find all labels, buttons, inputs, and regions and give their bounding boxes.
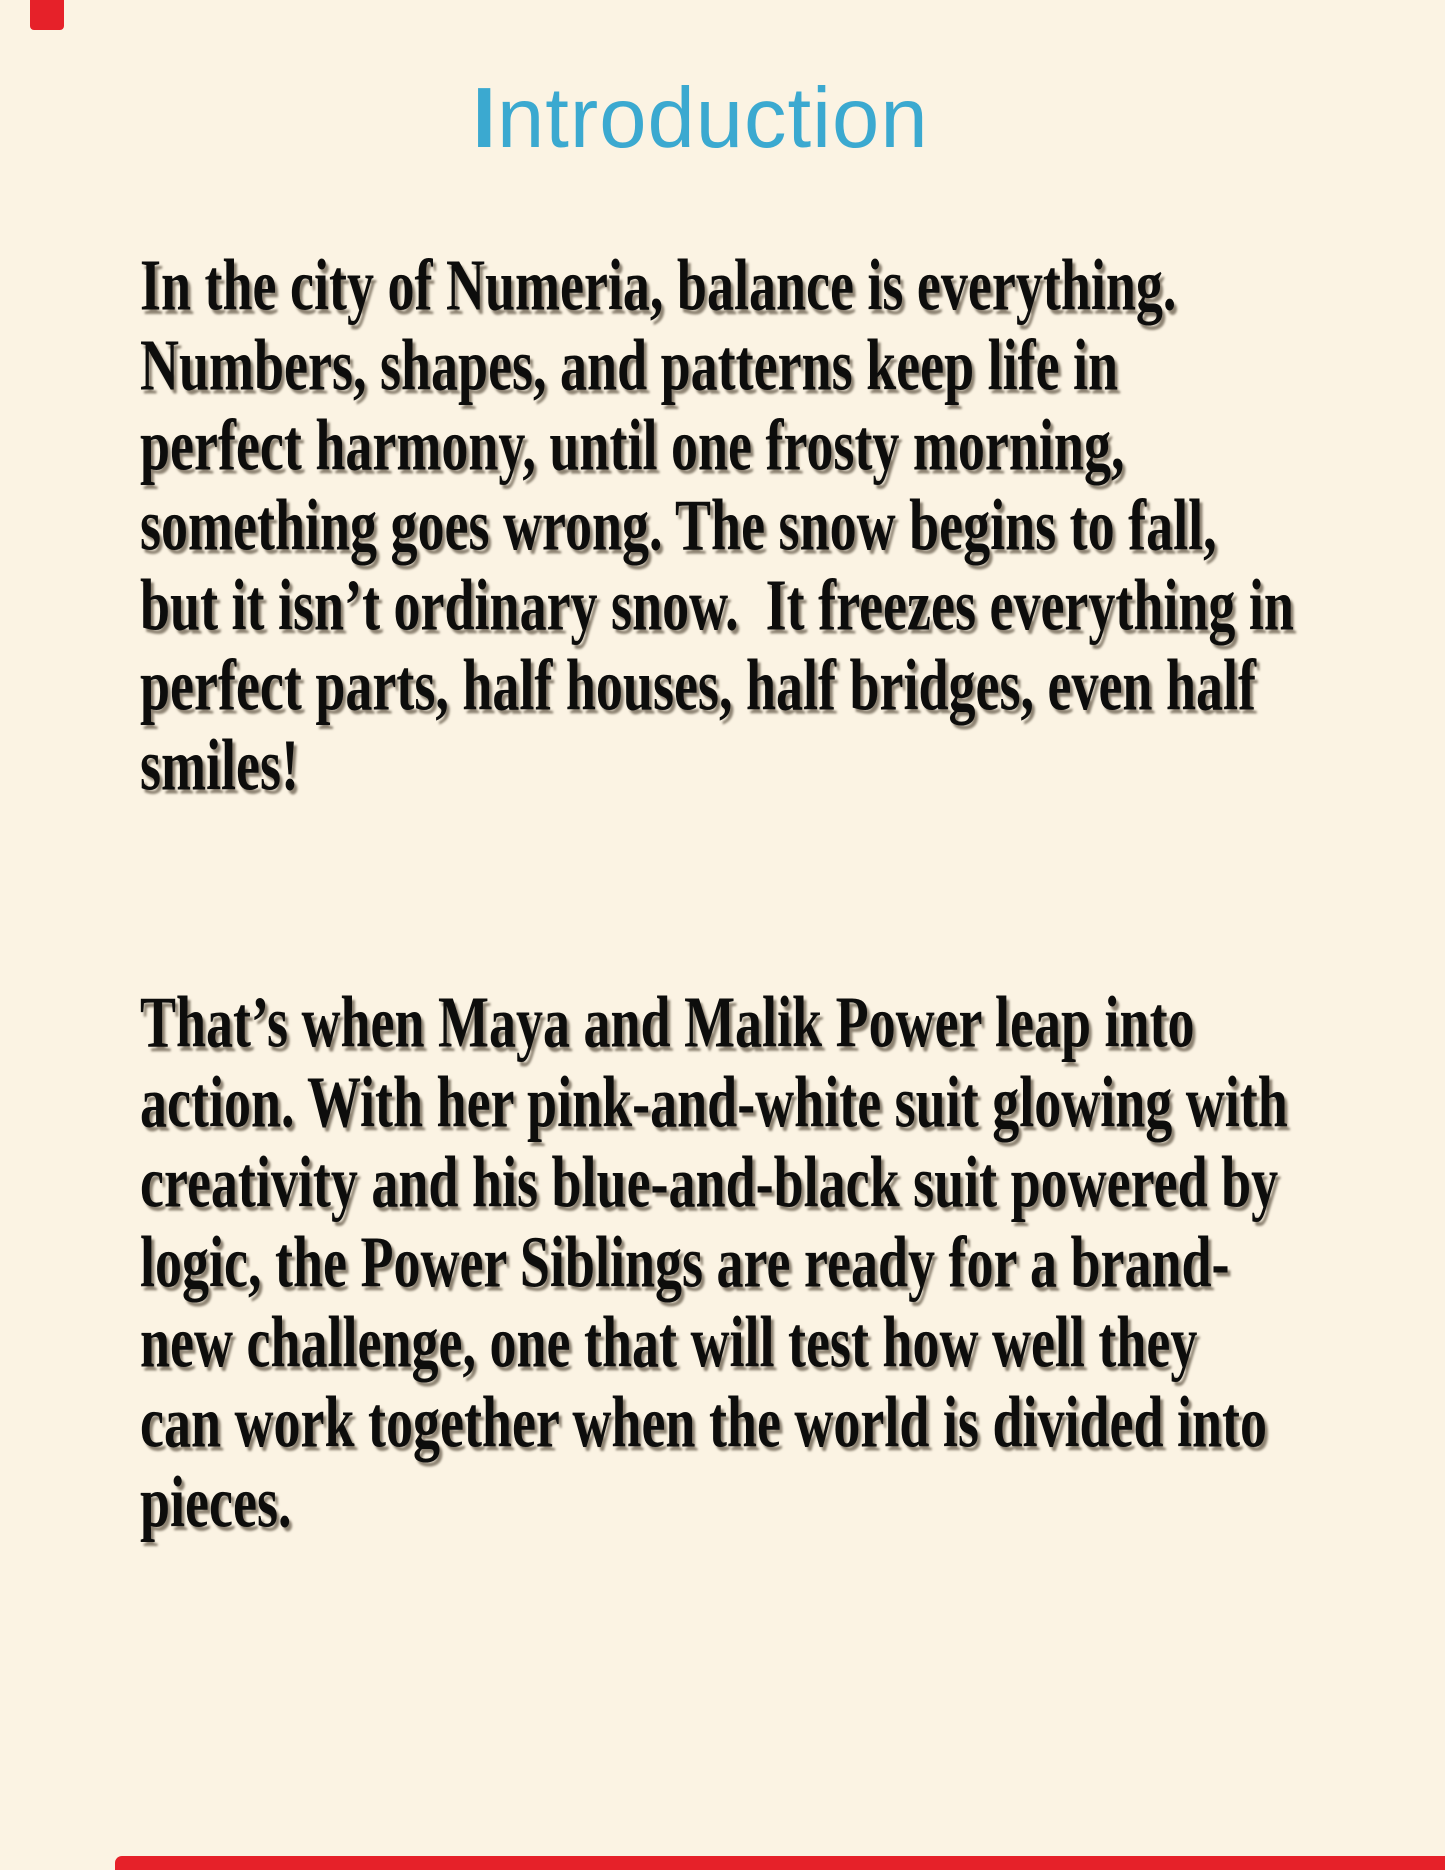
page-title-rest: ntroduction [497,71,929,166]
intro-paragraph-2 [140,983,1380,1543]
text-line: perfect harmony, until one frosty morning, [140,404,1125,486]
intro-paragraph-1 [140,246,1380,806]
text-line: action. With her pink-and-white suit glowing with [140,1061,1288,1143]
text-line: logic, the Power Siblings are ready for a brand- [140,1221,1230,1303]
page-title [0,71,1423,166]
text-line: but it isn’t ordinary snow. It freezes everything in [140,564,1294,646]
text-line: creativity and his blue-and-black suit powered by [140,1141,1279,1223]
text-line: can work together when the world is divided into [140,1381,1268,1463]
text-line: In the city of Numeria, balance is everything. [140,244,1177,326]
text-line: something goes wrong. The snow begins to fall, [140,484,1217,566]
text-line: That’s when Maya and Malik Power leap into [140,981,1195,1063]
text-line: Numbers, shapes, and patterns keep life in [140,324,1119,406]
red-page-fragment-bottom [115,1856,1445,1870]
red-page-fragment-top-left [30,0,64,30]
page-title-initial: I [472,71,498,166]
text-line: smiles! [140,724,299,806]
text-line: pieces. [140,1461,292,1543]
text-line: perfect parts, half houses, half bridges, even half [140,644,1256,726]
text-line: new challenge, one that will test how well they [140,1301,1198,1383]
